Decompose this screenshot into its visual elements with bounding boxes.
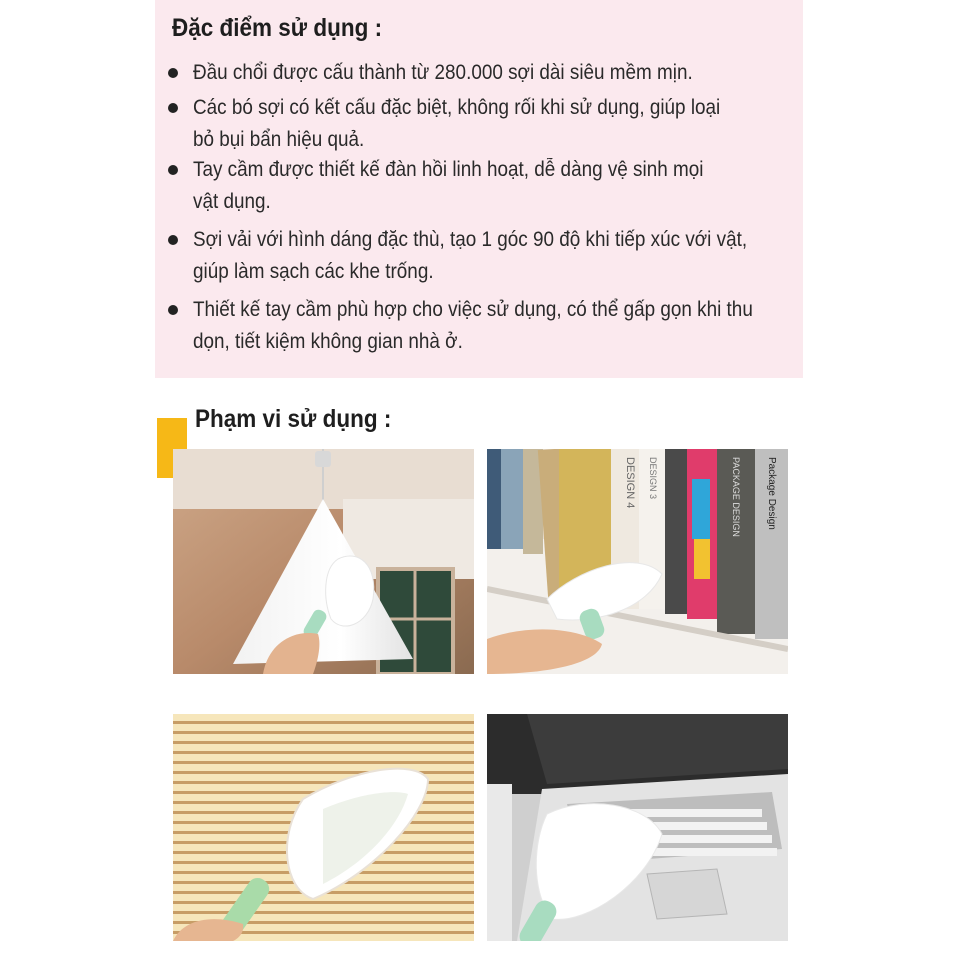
feature-item xyxy=(168,57,748,89)
book-spine-label: DESIGN 3 xyxy=(648,457,658,500)
book-spine-label: DESIGN 4 xyxy=(624,457,636,509)
feature-line: bỏ bụi bẩn hiệu quả. xyxy=(193,128,365,151)
book-spine-label: PACKAGE DESIGN xyxy=(731,457,741,537)
photo-laptop-dusting xyxy=(487,714,788,941)
feature-line: Đầu chổi được cấu thành từ 280.000 sợi dài siêu mềm mịn. xyxy=(193,61,693,84)
photo-blinds-dusting xyxy=(173,714,474,941)
photo-lamp-dusting xyxy=(173,449,474,674)
feature-item xyxy=(168,92,779,156)
feature-line: Sợi vải với hình dáng đặc thù, tạo 1 góc 90 độ khi tiếp xúc với vật, xyxy=(193,228,748,251)
scope-title: Phạm vi sử dụng : xyxy=(195,405,392,433)
book-spine-label: Package Design xyxy=(766,457,777,530)
bullet-icon xyxy=(168,235,178,245)
feature-line: giúp làm sạch các khe trống. xyxy=(193,260,434,283)
feature-line: Thiết kế tay cầm phù hợp cho việc sử dụng, có thể gấp gọn khi thu xyxy=(193,298,753,321)
feature-line: dọn, tiết kiệm không gian nhà ở. xyxy=(193,330,463,353)
bullet-icon xyxy=(168,305,178,315)
bullet-icon xyxy=(168,165,178,175)
features-panel xyxy=(155,0,803,378)
bullet-icon xyxy=(168,103,178,113)
feature-item xyxy=(168,224,809,288)
bullet-icon xyxy=(168,68,178,78)
feature-item xyxy=(168,154,760,218)
feature-line: Các bó sợi có kết cấu đặc biệt, không rối khi sử dụng, giúp loại xyxy=(193,96,721,119)
features-title: Đặc điểm sử dụng : xyxy=(172,14,383,42)
feature-item xyxy=(168,294,815,358)
photo-bookshelf-dusting xyxy=(487,449,788,674)
feature-line: Tay cầm được thiết kế đàn hồi linh hoạt, dễ dàng vệ sinh mọi xyxy=(193,158,704,181)
feature-line: vật dụng. xyxy=(193,190,271,213)
